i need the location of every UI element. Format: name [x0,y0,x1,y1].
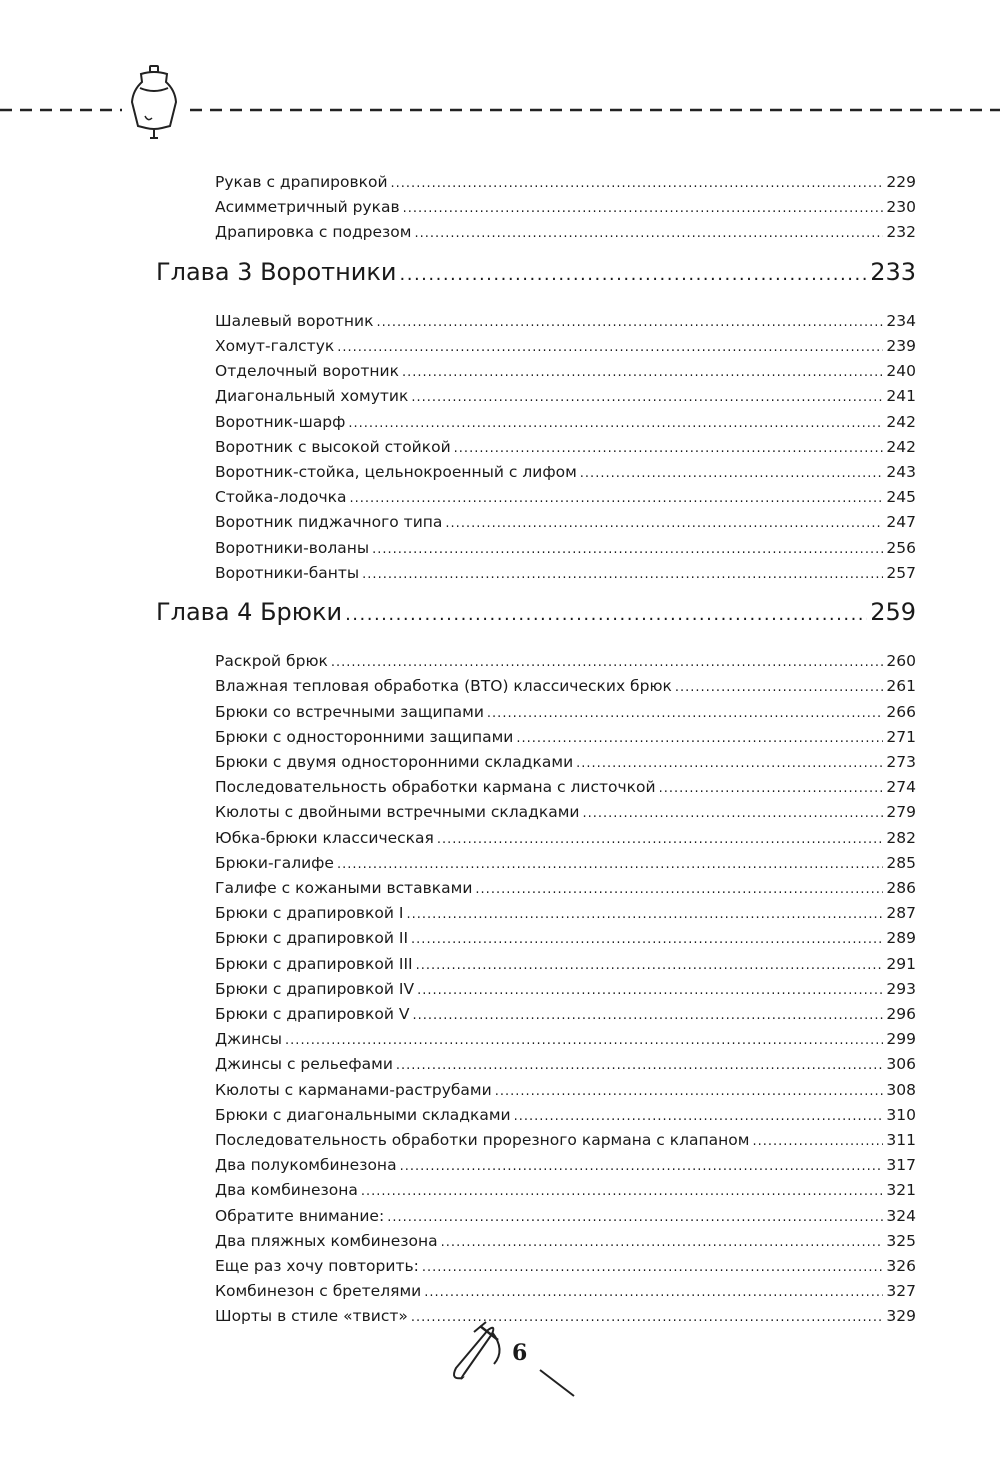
toc-entry-page: 321 [886,1181,916,1200]
toc-entry-title: Брюки с диагональными складками [215,1105,511,1124]
toc-entry-title: Брюки-галифе [215,853,334,872]
page-header [0,60,1000,150]
toc-entry-title: Кюлоты с карманами-раструбами [215,1080,492,1099]
toc-entry-page: 285 [886,853,916,872]
dot-leader [659,776,884,801]
toc-entry-title: Диагональный хомутик [215,387,409,406]
toc-entry-title: Драпировка с подрезом [215,223,412,242]
toc-entry-title: Брюки с драпировкой I [215,904,404,923]
toc-entry-title: Брюки с драпировкой V [215,1005,410,1023]
dot-leader [441,1230,884,1255]
dot-leader [411,385,883,410]
toc-entry-title: Воротники-банты [215,563,360,582]
toc-entry-row[interactable] [215,1027,916,1052]
toc-entry-row[interactable] [215,170,916,195]
toc-entry-row[interactable] [215,649,916,674]
toc-entry-page: 239 [886,337,916,355]
dot-leader [424,1280,883,1305]
toc-entry-row[interactable] [215,384,916,409]
toc-entry-title: Воротник пиджачного типа [215,513,443,532]
dot-leader [387,1205,883,1230]
dot-leader [348,411,883,436]
dot-leader [361,1179,884,1204]
page-number: 6 [512,1340,528,1366]
dot-leader [337,852,883,877]
toc-entry-page: 324 [886,1206,916,1225]
toc-entry-title: Влажная тепловая обработка (ВТО) классических брюк [215,677,672,696]
dot-leader [416,953,884,978]
dot-leader [576,751,883,776]
toc-entry-title: Воротник-шарф [215,412,346,431]
toc-entry-page: 234 [886,311,916,330]
toc-entry-page: 308 [886,1080,916,1099]
dot-leader [376,310,883,335]
toc-entry-row[interactable] [215,1078,916,1103]
toc-entry-page: 279 [886,803,916,822]
dot-leader [413,1003,884,1028]
toc-entry-row[interactable] [215,1229,916,1254]
dot-leader [417,978,883,1003]
toc-entry-page: 271 [886,727,916,746]
toc-entry-title: Юбка-брюки классическая [215,828,434,847]
toc-entry-title: Шорты в стиле «твист» [215,1307,408,1326]
toc-entry-title: Воротники-воланы [215,538,370,557]
toc-entry-page: 256 [886,538,916,557]
toc-entry-row[interactable] [215,901,916,926]
toc-entry-title: Обратите внимание: [215,1206,385,1225]
dot-leader [487,701,883,726]
toc-entry-title: Брюки с драпировкой III [215,954,413,973]
toc-entry-page: 325 [886,1231,916,1250]
toc-entry-page: 232 [886,223,916,242]
toc-entry-title: Шалевый воротник [215,311,374,330]
toc-entry-page: 299 [886,1030,916,1049]
toc-entry-row[interactable] [215,775,916,800]
dot-leader [400,255,868,295]
toc-entry-page: 261 [886,677,916,696]
toc-entry-page: 287 [886,904,916,923]
dot-leader [675,675,884,700]
dot-leader [411,927,883,952]
toc-entry-title: Отделочный воротник [215,362,399,381]
toc-entry-page: 273 [886,753,916,771]
dot-leader [454,436,884,461]
toc-entry-page: 242 [886,412,916,431]
dress-form-mannequin-icon [132,66,176,138]
dot-leader [752,1129,883,1154]
toc-entry-row[interactable] [215,359,916,384]
dot-leader [580,461,884,486]
toc-entry-page: 311 [886,1131,916,1149]
toc-entry-row[interactable] [215,561,916,586]
toc-entry-page: 282 [886,828,916,847]
toc-entry-row[interactable] [215,1254,916,1279]
toc-entry-page: 242 [886,437,916,456]
toc-entry-page: 329 [886,1307,916,1326]
toc-entry-row[interactable] [215,1103,916,1128]
dot-leader [400,1154,884,1179]
toc-entry-page: 229 [886,173,916,191]
dot-leader [362,562,883,587]
toc-entry-row[interactable] [215,510,916,535]
dot-leader [495,1079,884,1104]
toc-entry-page: 291 [886,954,916,973]
dot-leader [406,902,883,927]
toc-entry-row[interactable] [215,485,916,510]
toc-entry-page: 260 [886,652,916,671]
dot-leader [331,650,884,675]
toc-entry-row[interactable] [215,195,916,220]
toc-entry-row[interactable] [215,1279,916,1304]
toc-entry-page: 286 [886,879,916,897]
toc-entry-title: Брюки с драпировкой II [215,929,409,948]
toc-entry-row[interactable] [215,1153,916,1178]
dot-leader [372,537,883,562]
toc-entry-title: Асимметричный рукав [215,198,400,217]
toc-entry-row[interactable] [215,435,916,460]
toc-entry-row[interactable] [215,674,916,699]
toc-chapter-row[interactable] [156,592,916,632]
dot-leader [422,1255,884,1280]
toc-entry-page: 241 [886,387,916,406]
dashed-rule-with-mannequin [0,60,1000,150]
toc-entry-page: 247 [886,513,916,532]
toc-entry-title: Два пляжных комбинезона [215,1231,438,1250]
dot-leader [582,801,883,826]
toc-entry-title: Стойка-лодочка [215,488,347,507]
page-footer [440,1320,590,1400]
toc-entry-page: 326 [886,1257,916,1275]
toc-entry-row[interactable] [215,536,916,561]
toc-entry-row[interactable] [215,1128,916,1153]
dot-leader [396,1053,884,1078]
toc-entry-row[interactable] [215,334,916,359]
toc-entry-row[interactable] [215,725,916,750]
dot-leader [337,335,883,360]
toc-entry-title: Брюки со встречными защипами [215,702,484,721]
toc-entry-title: Джинсы [215,1030,283,1049]
toc-entry-title: Хомут-галстук [215,337,335,355]
toc-entry-page: 306 [886,1055,916,1074]
dot-leader [516,726,883,751]
dot-leader [403,196,884,221]
toc-entry-page: 240 [886,362,916,381]
toc-entry-row[interactable] [215,826,916,851]
toc-entry-page: 259 [870,598,916,626]
toc-entry-row[interactable] [215,1052,916,1077]
toc-entry-title: Глава 3 Воротники [156,257,397,286]
toc-entry-page: 293 [886,979,916,998]
toc-entry-title: Воротник с высокой стойкой [215,437,451,456]
toc-entry-title: Брюки с драпировкой IV [215,979,415,998]
toc-entry-row[interactable] [215,800,916,825]
toc-entry-row[interactable] [215,220,916,245]
toc-entry-title: Еще раз хочу повторить: [215,1257,419,1275]
toc-entry-row[interactable] [215,851,916,876]
toc-entry-page: 243 [886,463,916,481]
toc-entry-page: 245 [886,488,916,507]
dot-leader [349,486,883,511]
toc-entry-row[interactable] [215,1204,916,1229]
dot-leader [345,595,867,635]
dot-leader [445,511,883,536]
toc-entry-row[interactable] [215,410,916,435]
dot-leader [437,827,884,852]
dot-leader [285,1028,883,1053]
dot-leader [414,221,883,246]
toc-entry-title: Комбинезон с бретелями [215,1282,422,1301]
toc-entry-page: 230 [886,198,916,217]
toc-entry-row[interactable] [215,700,916,725]
toc-entry-row[interactable] [215,750,916,775]
toc-entry-page: 274 [886,778,916,797]
toc-entry-row[interactable] [215,977,916,1002]
toc-entry-title: Кюлоты с двойными встречными складками [215,803,580,822]
toc-entry-row[interactable] [215,876,916,901]
toc-entry-title: Рукав с драпировкой [215,173,388,191]
toc-entry-row[interactable] [215,1178,916,1203]
toc-entry-row[interactable] [215,309,916,334]
toc-entry-page: 296 [886,1005,916,1023]
dot-leader [475,877,883,902]
toc-entry-title: Последовательность обработки кармана с листочкой [215,778,656,797]
toc-entry-page: 233 [870,257,916,286]
toc-entry-row[interactable] [215,952,916,977]
toc-entry-page: 257 [886,563,916,582]
toc-entry-title: Воротник-стойка, цельнокроенный с лифом [215,463,577,481]
toc-entry-title: Два полукомбинезона [215,1156,397,1175]
toc-entry-page: 266 [886,702,916,721]
toc-entry-page: 310 [886,1105,916,1124]
toc-entry-title: Глава 4 Брюки [156,598,343,626]
toc-entry-title: Джинсы с рельефами [215,1055,393,1074]
toc-entry-title: Брюки с двумя односторонними складками [215,753,574,771]
toc-entry-page: 327 [886,1282,916,1301]
dot-leader [391,171,884,196]
toc-entry-title: Раскрой брюк [215,652,328,671]
dot-leader [514,1104,884,1129]
toc-entry-page: 289 [886,929,916,948]
toc-entry-row[interactable] [215,1002,916,1027]
toc-entry-row[interactable] [215,926,916,951]
toc-entry-title: Брюки с односторонними защипами [215,727,514,746]
toc-entry-row[interactable] [215,460,916,485]
toc-entry-page: 317 [886,1156,916,1175]
toc-entry-title: Галифе с кожаными вставками [215,879,473,897]
toc-entry-title: Два комбинезона [215,1181,358,1200]
toc-entry-title: Последовательность обработки прорезного кармана с клапаном [215,1131,750,1149]
toc-chapter-row[interactable] [156,252,916,292]
dot-leader [402,360,883,385]
